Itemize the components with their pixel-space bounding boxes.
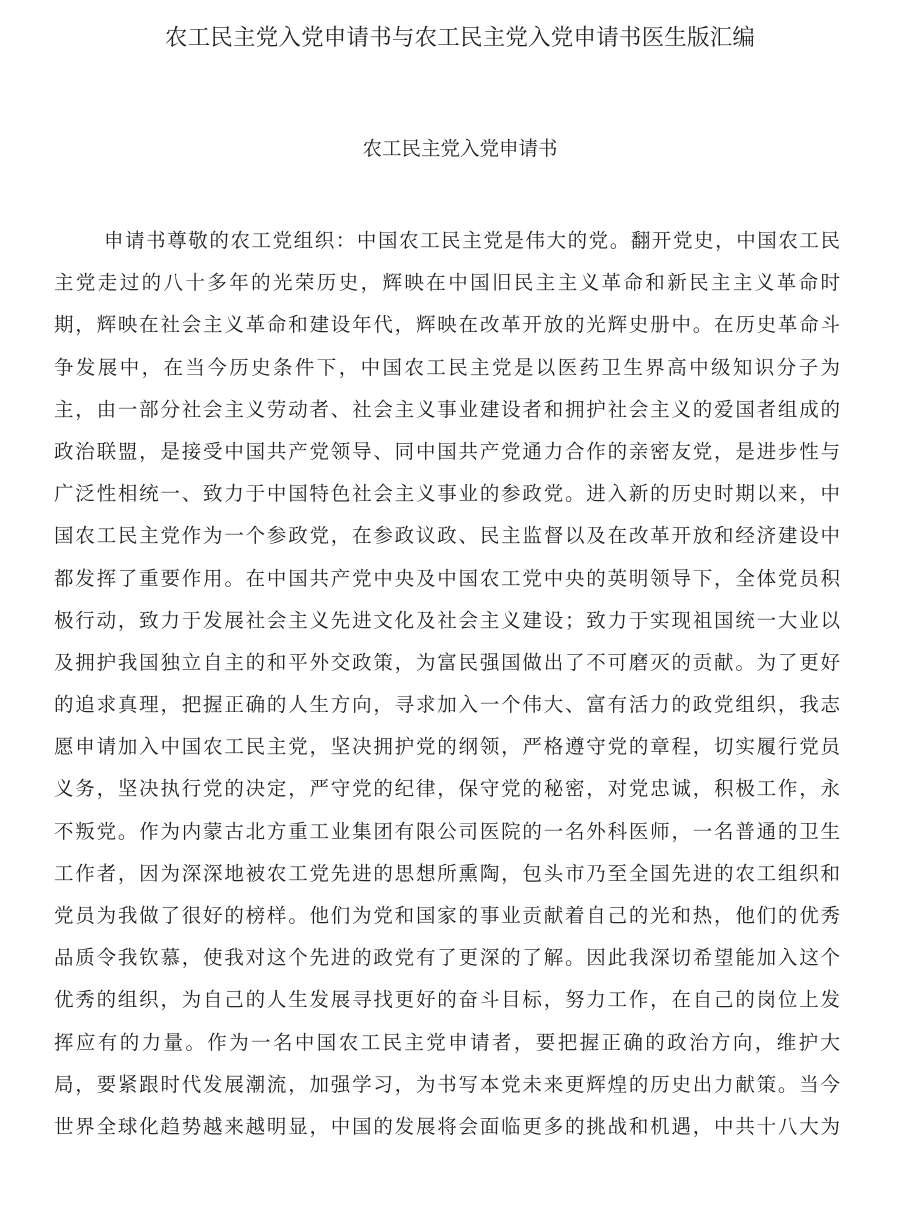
body-text [54, 220, 840, 1148]
text-line: 义务，坚决执行党的决定，严守党的纪律，保守党的秘密，对党忠诚，积极工作，永 [54, 777, 840, 801]
text-line: 极行动，致力于发展社会主义先进文化及社会主义建设；致力于实现祖国统一大业以 [54, 608, 840, 632]
text-line: 世界全球化趋势越来越明显，中国的发展将会面临更多的挑战和机遇，中共十八大为 [54, 1114, 840, 1138]
text-line: 主党走过的八十多年的光荣历史，辉映在中国旧民主主义革命和新民主主义革命时 [54, 271, 840, 295]
text-line: 党员为我做了很好的榜样。他们为党和国家的事业贡献着自己的光和热，他们的优秀 [54, 904, 840, 927]
text-line: 品质令我钦慕，使我对这个先进的政党有了更深的了解。因此我深切希望能加入这个 [54, 946, 840, 970]
text-line: 的追求真理，把握正确的人生方向，寻求加入一个伟大、富有活力的政党组织，我志 [54, 693, 840, 717]
text-line: 申请书尊敬的农工党组织：中国农工民主党是伟大的党。翻开党史，中国农工民 [104, 229, 840, 252]
text-line: 挥应有的力量。作为一名中国农工民主党申请者，要把握正确的政治方向，维护大 [54, 1030, 840, 1054]
text-line: 愿申请加入中国农工民主党，坚决拥护党的纲领，严格遵守党的章程，切实履行党员 [54, 735, 840, 759]
text-line: 政治联盟，是接受中国共产党领导、同中国共产党通力合作的亲密友党，是进步性与 [54, 439, 840, 463]
text-line: 主，由一部分社会主义劳动者、社会主义事业建设者和拥护社会主义的爱国者组成的 [54, 397, 840, 421]
document-title: 农工民主党入党申请书与农工民主党入党申请书医生版汇编 [164, 25, 756, 51]
text-line: 局，要紧跟时代发展潮流，加强学习，为书写本党未来更辉煌的历史出力献策。当今 [54, 1072, 840, 1096]
text-line: 国农工民主党作为一个参政党，在参政议政、民主监督以及在改革开放和经济建设中 [54, 524, 840, 548]
text-line: 不叛党。作为内蒙古北方重工业集团有限公司医院的一名外科医师，一名普通的卫生 [54, 819, 840, 843]
text-line: 广泛性相统一、致力于中国特色社会主义事业的参政党。进入新的历史时期以来，中 [54, 482, 840, 506]
text-line: 都发挥了重要作用。在中国共产党中央及中国农工党中央的英明领导下，全体党员积 [54, 566, 840, 590]
text-line: 及拥护我国独立自主的和平外交政策，为富民强国做出了不可磨灭的贡献。为了更好 [54, 650, 840, 674]
text-line: 优秀的组织，为自己的人生发展寻找更好的奋斗目标，努力工作，在自己的岗位上发 [54, 988, 840, 1012]
text-line: 期，辉映在社会主义革命和建设年代，辉映在改革开放的光辉史册中。在历史革命斗 [54, 313, 840, 337]
section-title: 农工民主党入党申请书 [362, 137, 558, 160]
text-line: 工作者，因为深深地被农工党先进的思想所熏陶，包头市乃至全国先进的农工组织和 [54, 861, 840, 885]
text-line: 争发展中，在当今历史条件下，中国农工民主党是以医药卫生界高中级知识分子为 [54, 355, 840, 379]
